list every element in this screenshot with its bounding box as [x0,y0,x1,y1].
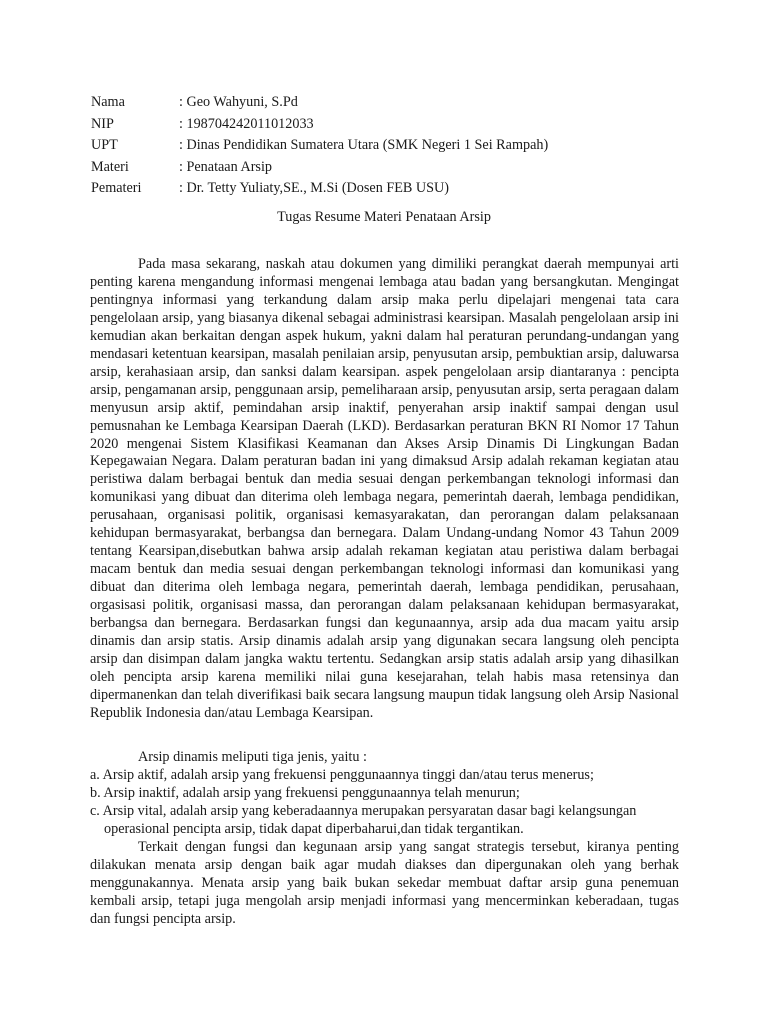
identity-label: Pemateri [91,180,142,197]
identity-label: Nama [91,94,125,110]
document-title: Tugas Resume Materi Penataan Arsip [277,209,491,225]
list-item-vital: c. Arsip vital, adalah arsip yang keberadaannya merupakan persyaratan dasar bagi kelangsungan operasional pencipta arsip, tidak dapat diperbaharui,dan tidak tergantikan. [90,802,637,837]
identity-label: NIP [91,115,114,132]
identity-row-nip [91,114,548,136]
identity-row-pemateri [91,178,548,200]
identity-label: Materi [91,158,129,175]
identity-value: : 198704242011012033 [179,115,314,132]
identity-row-materi [91,157,548,179]
list-item-inaktif: b. Arsip inaktif, adalah arsip yang frekuensi penggunaannya telah menurun; [90,784,520,801]
identity-row-upt [91,135,548,157]
list-item-aktif: a. Arsip aktif, adalah arsip yang frekuensi penggunaannya tinggi dan/atau terus menerus; [90,766,594,783]
identity-row-nama [91,92,548,114]
main-paragraph: Pada masa sekarang, naskah atau dokumen yang dimiliki perangkat daerah mempunyai arti penting karena mengandung informasi mengenai lembaga atau badan yang bersangkutan. Mengingat pentingnya informasi yang terkandung dalam arsip maka perlu dipelajari mengenai tata cara pengelolaan arsip, yang biasanya dikenal sebagai administrasi kearsipan. Masalah pengelolaan arsip ini kemudian akan berkaitan dengan aspek hukum, yakni dalam hal peraturan perundang-undangan yang mendasari ketentuan kearsipan, masalah penilaian arsip, penyusutan arsip, pembuktian arsip, daluwarsa arsip, kerahasiaan arsip, dan sanksi dalam kearsipan. aspek pengelolaan arsip diantaranya : pencipta arsip, pengamanan arsip, penggunaan arsip, pemeliharaan arsip, penyusutan arsip, serta peragaan dalam menyusun arsip aktif, pemindahan arsip inaktif, penyerahan arsip inaktif sampai dengan usul pemusnahan ke Lembaga Kearsipan Daerah (LKD). Berdasarkan peraturan BKN RI Nomor 17 Tahun 2020 mengenai Sistem Klasifikasi Keamanan dan Akses Arsip Dinamis Di Lingkungan Badan Kepegawaian Negara. Dalam peraturan badan ini yang dimaksud Arsip adalah rekaman kegiatan atau peristiwa dalam berbagai bentuk dan media sesuai dengan perkembangan teknologi informasi dan komunikasi yang dibuat dan diterima oleh lembaga negara, pemerintah daerah, lembaga pendidikan, perusahaan, organisasi politik, organisasi kemasyarakatan, dan perorangan dalam pelaksanaan kehidupan bermasyarakat, berbangsa dan bernegara. Dalam Undang-undang Nomor 43 Tahun 2009 tentang Kearsipan,disebutkan bahwa arsip adalah rekaman kegiatan atau peristiwa dalam berbagai macam bentuk dan media sesuai dengan perkembangan teknologi informasi dan komunikasi yang dibuat dan diterima oleh lembaga negara, pemerintah daerah, lembaga pendidikan, perusahaan, orgasisasi politik, organisasi massa, dan perorangan dalam pelaksanaan kehidupan bermasyarakat, berbangsa dan bernegara. Berdasarkan fungsi dan kegunaannya, arsip ada dua macam yaitu arsip dinamis dan arsip statis. Arsip dinamis adalah arsip yang digunakan secara langsung oleh pencipta arsip dan disimpan dalam jangka waktu tertentu. Sedangkan arsip statis adalah arsip yang dihasilkan oleh pencipta arsip karena memiliki nilai guna kesejarahan, telah habis masa retensinya dan dipermanenkan dan telah diverifikasi baik secara langsung maupun tidak langsung oleh Arsip Nasional Republik Indonesia dan/atau Lembaga Kearsipan. [90,256,679,721]
main-paragraph-block [90,256,679,723]
list-section [90,749,679,929]
identity-label: UPT [91,137,118,154]
identity-value: : Dr. Tetty Yuliaty,SE., M.Si (Dosen FEB USU) [179,180,450,197]
identity-block [91,92,548,200]
identity-value: : Geo Wahyuni, S.Pd [179,94,298,110]
identity-value: : Dinas Pendidikan Sumatera Utara (SMK Negeri 1 Sei Rampah) [179,137,549,154]
closing-paragraph: Terkait dengan fungsi dan kegunaan arsip yang sangat strategis tersebut, kiranya penting dilakukan menata arsip dengan baik agar mudah diakses dan dipergunakan oleh yang berhak menggunakannya. Menata arsip yang baik bukan sekedar membuat daftar arsip guna penemuan kembali arsip, tetapi juga mengolah arsip menjadi informasi yang mencerminkan keberadaan, tugas dan fungsi pencipta arsip. [90,838,679,927]
list-intro: Arsip dinamis meliputi tiga jenis, yaitu : [138,749,367,765]
identity-value: : Penataan Arsip [179,158,272,175]
